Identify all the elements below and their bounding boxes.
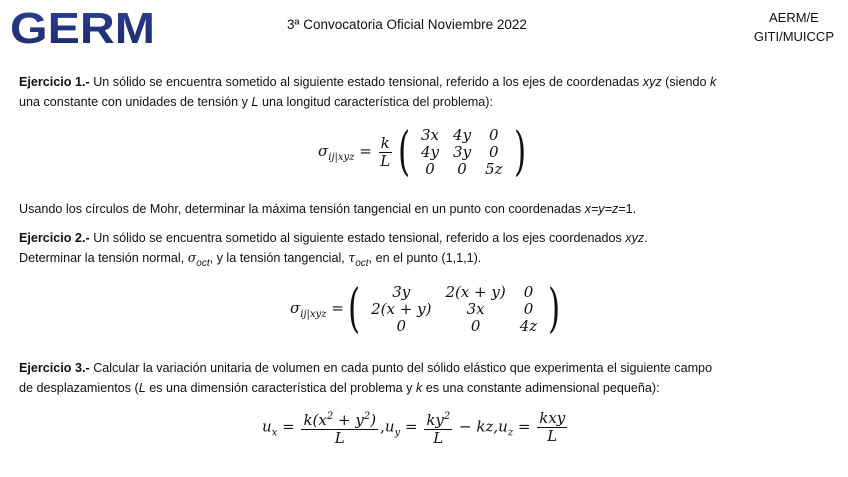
- exponent: 2: [443, 411, 451, 422]
- exercise-2-stress-tensor: [290, 279, 564, 339]
- ex1-coords: x=y=z=: [584, 202, 626, 216]
- equals-sign: =: [517, 417, 531, 436]
- exam-title: 3ª Convocatoria Oficial Noviembre 2022: [287, 17, 527, 32]
- ex2-text-2: Determinar la tensión normal,: [19, 251, 188, 265]
- ux-numerator: [301, 408, 378, 430]
- matrix-2: [344, 279, 565, 339]
- exercise-3-statement: [19, 358, 831, 398]
- exercise-3-label: Ejercicio 3.-: [19, 361, 90, 375]
- germ-logo: [10, 8, 160, 48]
- exercise-1-label: Ejercicio 1.-: [19, 75, 90, 89]
- m1-cell: 0: [425, 159, 435, 178]
- uy-numerator: [424, 408, 452, 430]
- m2-cell: 2(x + y): [445, 282, 506, 301]
- ex3-L: L: [138, 381, 146, 395]
- m2-cell: 0: [470, 316, 481, 335]
- uz-denominator: L: [547, 427, 558, 445]
- exercise-2-statement: [19, 228, 831, 274]
- ex3-text-2: de desplazamientos (: [19, 381, 139, 395]
- k-over-L: [379, 135, 392, 170]
- ux-num-a: k(x: [303, 411, 327, 429]
- exponent: 2: [326, 411, 334, 422]
- z-subscript: z: [507, 427, 514, 439]
- right-paren: ): [548, 279, 561, 339]
- u-symbol: u: [384, 417, 395, 436]
- m2-cell: 0: [523, 282, 534, 301]
- ex3-k: k: [415, 381, 423, 395]
- minus-kz: − kz,: [454, 417, 499, 436]
- u-symbol: u: [262, 417, 272, 436]
- ex3-text-1: Calcular la variación unitaria de volumen en cada punto del sólido elástico que experimenta el siguiente campo: [89, 361, 713, 375]
- m1-cell: 4y: [421, 142, 440, 161]
- ex2-text-3: , y la tensión tangencial,: [209, 251, 349, 265]
- m1-cell: 3y: [453, 142, 472, 161]
- equals-sign: =: [331, 299, 344, 317]
- comma: ,: [380, 417, 385, 436]
- m1-cell: 0: [457, 159, 467, 178]
- m1-cell: 4y: [453, 125, 472, 144]
- uz-fraction: [537, 410, 567, 445]
- ex1-text-3: una constante con unidades de tensión y: [19, 95, 252, 109]
- sigma-symbol: σ: [290, 299, 301, 317]
- equals-sign: =: [282, 417, 295, 436]
- ex1-axes: xyz: [642, 75, 662, 89]
- ex1-question-text: Usando los círculos de Mohr, determinar la máxima tensión tangencial en un punto con coordenadas: [19, 202, 585, 216]
- m2-cell: 3x: [466, 299, 485, 318]
- ux-denominator: L: [334, 429, 345, 447]
- frac-den: L: [380, 151, 391, 170]
- m1-cell: 0: [489, 142, 499, 161]
- m1-cell: 5z: [485, 159, 503, 178]
- m2-cell: 0: [523, 299, 534, 318]
- exercise-1-statement: [19, 72, 831, 112]
- ux-num-b: + y: [333, 411, 364, 429]
- ex2-text-1-end: .: [644, 231, 648, 245]
- m2-cell: 4z: [519, 316, 538, 335]
- exercise-2-label: Ejercicio 2.-: [19, 231, 90, 245]
- tau-oct-symbol: τ: [348, 250, 356, 265]
- ex1-text-2: (siendo: [661, 75, 710, 89]
- ex1-k: k: [709, 75, 717, 89]
- ex1-text-4: una longitud característica del problema):: [258, 95, 493, 109]
- left-paren: (: [347, 279, 361, 339]
- uy-denominator: L: [433, 429, 444, 447]
- uy-fraction: [424, 408, 452, 447]
- ex2-text-4: , en el punto (1,1,1).: [368, 251, 482, 265]
- m1-cell: 3x: [421, 125, 440, 144]
- ex1-question-end: 1.: [625, 202, 637, 216]
- exercise-1-question: [19, 199, 831, 219]
- sigma-subscript: ij|xyz: [300, 309, 327, 320]
- m2-cell: 2(x + y): [371, 299, 432, 318]
- m2-cell: 0: [396, 316, 407, 335]
- frac-num: k: [380, 133, 390, 152]
- ux-fraction: [301, 408, 378, 447]
- ex3-text-3: es una dimensión característica del problema y: [145, 381, 416, 395]
- x-subscript: x: [271, 427, 278, 439]
- ex1-text-1: Un sólido se encuentra sometido al siguiente estado tensional, referido a los ejes de coordenadas: [89, 75, 643, 89]
- y-subscript: y: [394, 427, 401, 439]
- svg-text:GERM: GERM: [10, 8, 155, 48]
- u-symbol: u: [498, 417, 508, 436]
- m1-cell: 0: [489, 125, 499, 144]
- course-codes: [754, 8, 834, 46]
- equals-sign: =: [404, 417, 418, 436]
- ex1-L: L: [251, 95, 259, 109]
- left-paren: (: [397, 122, 410, 182]
- uy-num: ky: [426, 411, 444, 429]
- course-code-1: AERM/E: [768, 10, 819, 25]
- course-code-2: GITI/MUICCP: [753, 29, 834, 44]
- sigma-oct-symbol: σ: [187, 250, 197, 265]
- oct-subscript: oct: [196, 258, 210, 269]
- m2-cell: 3y: [392, 282, 411, 301]
- sigma-subscript: ij|xyz: [328, 152, 355, 163]
- matrix-1: [394, 122, 530, 182]
- ex2-text-1: Un sólido se encuentra sometido al siguiente estado tensional, referido a los ejes coordenados: [89, 231, 626, 245]
- exponent: 2: [363, 411, 371, 422]
- oct-subscript: oct: [355, 258, 369, 269]
- right-paren: ): [513, 122, 526, 182]
- equals-sign: =: [359, 142, 372, 160]
- ex2-axes: xyz: [625, 231, 645, 245]
- ux-num-c: ): [370, 411, 377, 429]
- uz-numerator: kxy: [539, 409, 566, 427]
- exercise-3-displacement-field: [262, 408, 569, 447]
- ex3-text-4: es una constante adimensional pequeña):: [422, 381, 660, 395]
- exercise-1-stress-tensor: [318, 122, 530, 182]
- sigma-symbol: σ: [318, 142, 329, 160]
